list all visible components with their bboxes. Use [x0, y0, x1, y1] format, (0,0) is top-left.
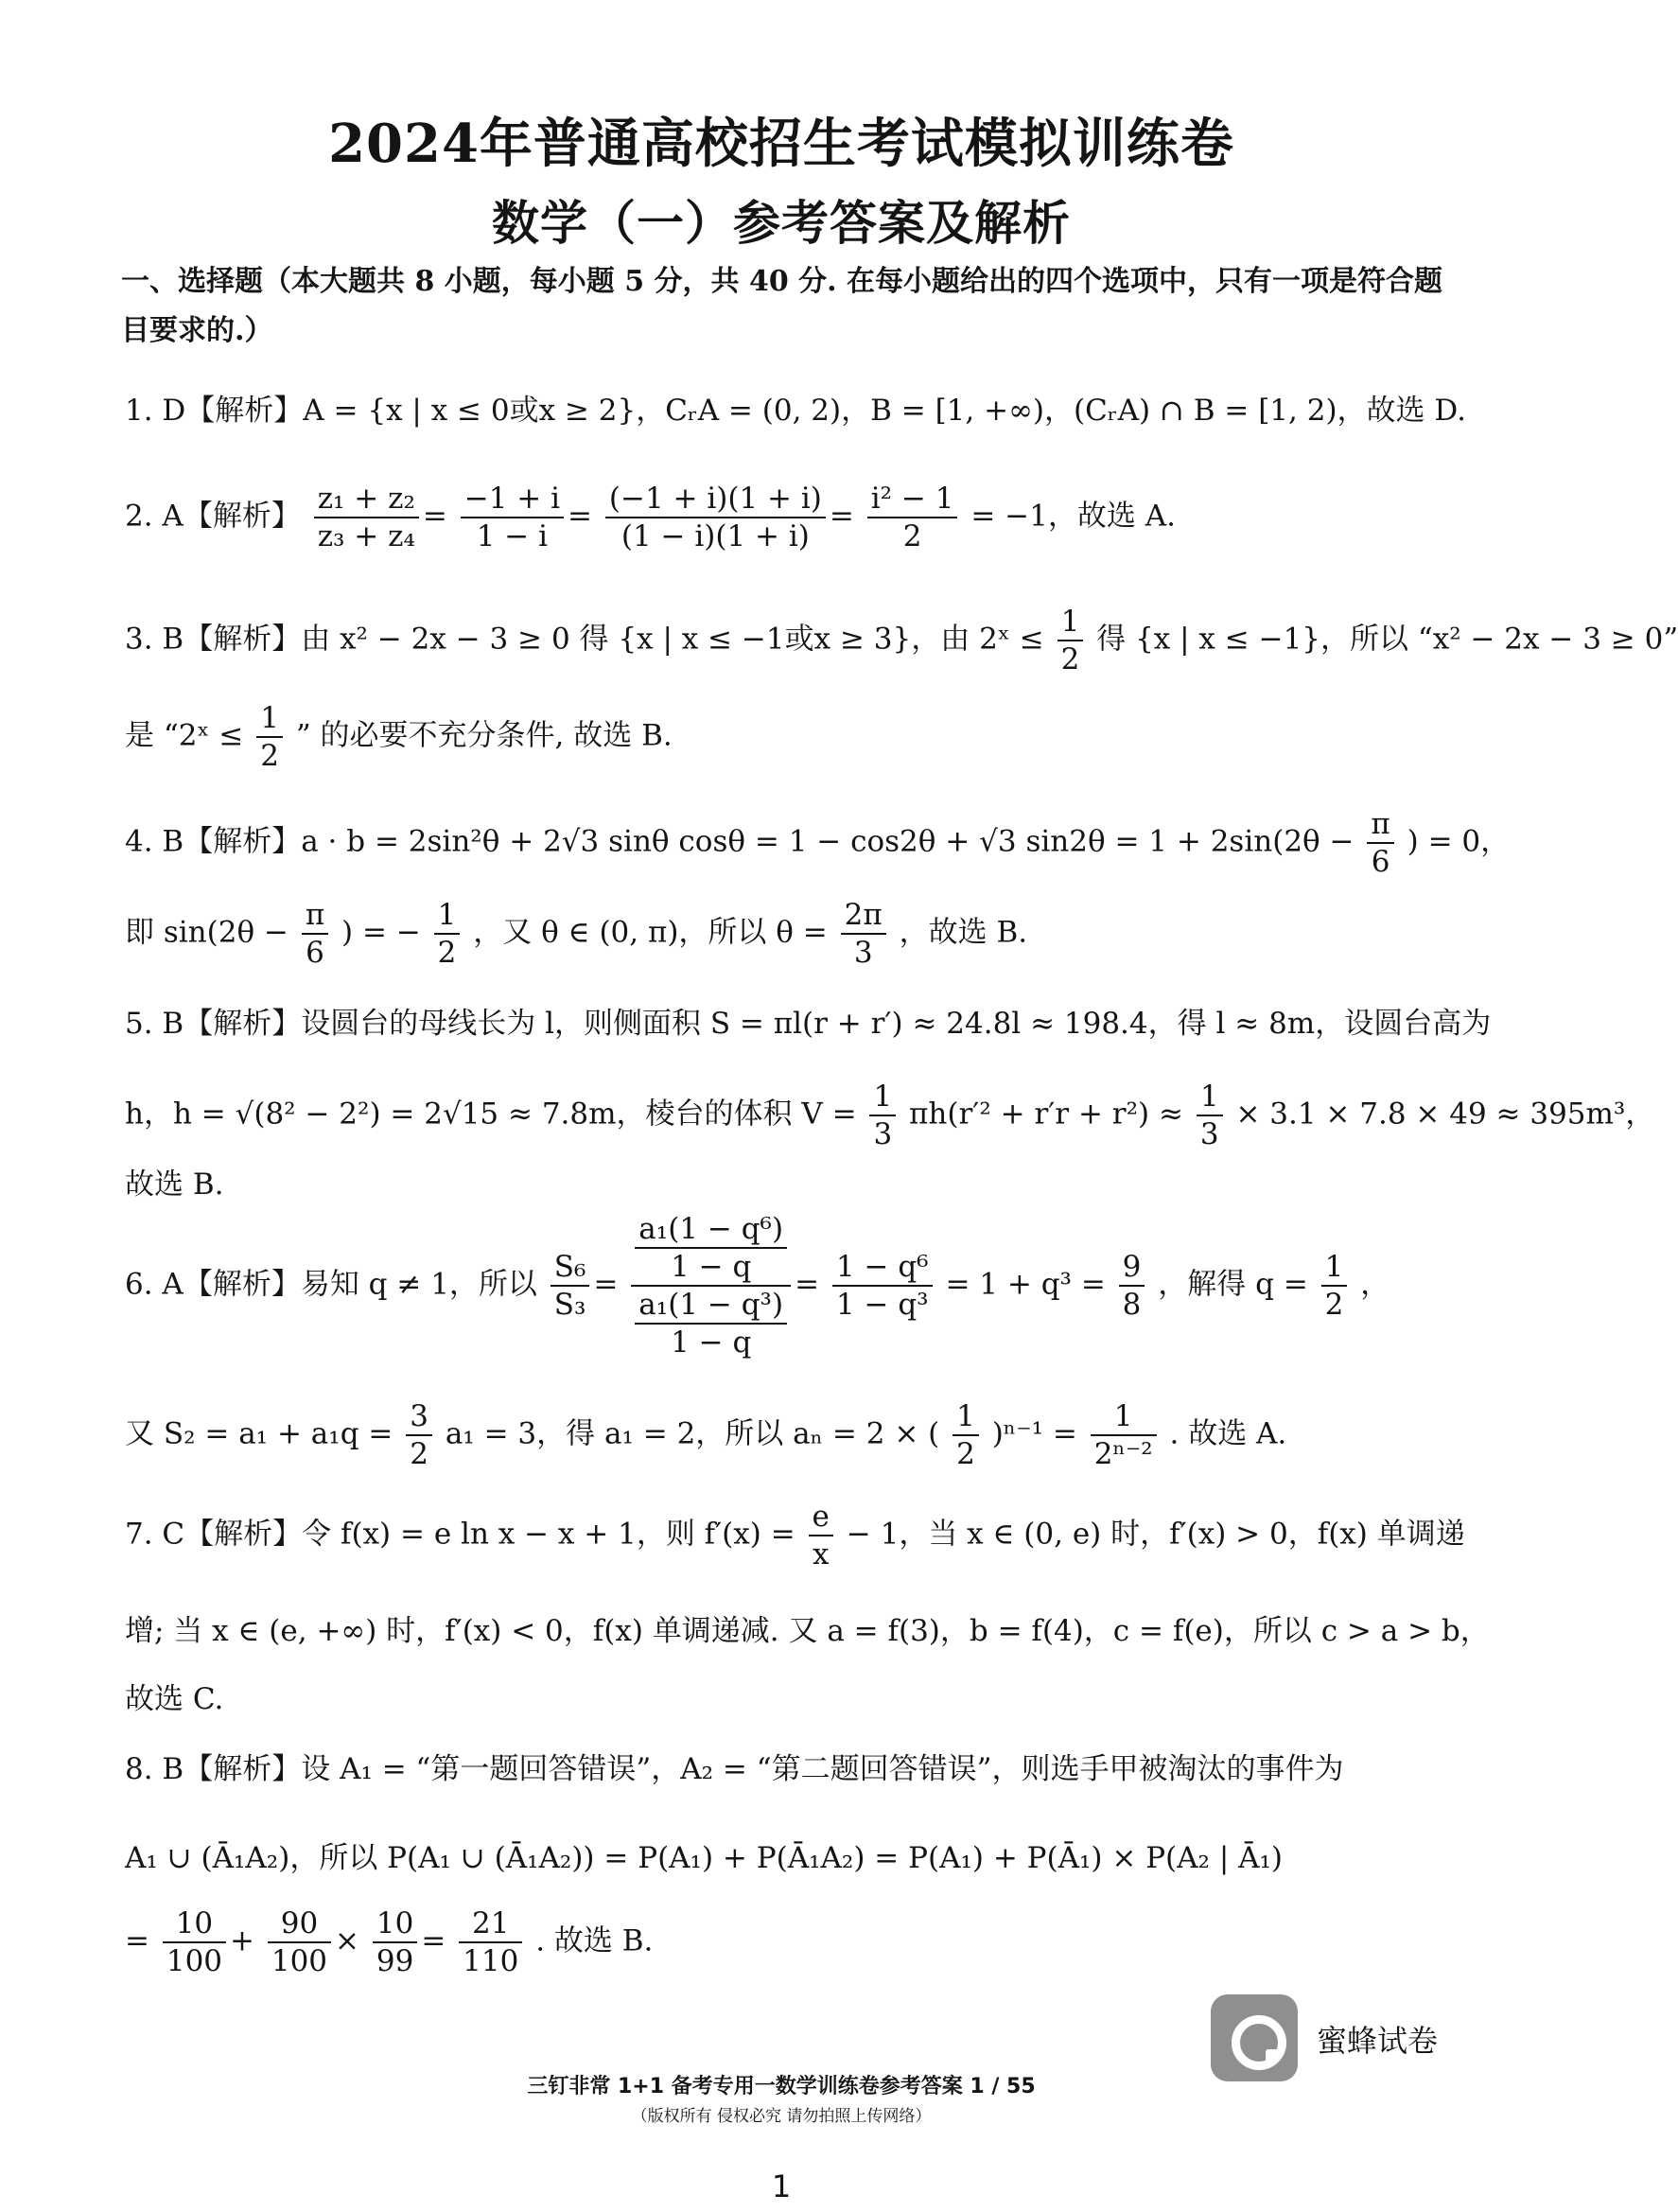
q2-tail: = −1，故选 A. — [970, 499, 1176, 534]
answer-q8-line1: 8. B【解析】设 A₁ = “第一题回答错误”，A₂ = “第二题回答错误”，则选手甲被淘汰的事件为 — [125, 1752, 1344, 1786]
answer-q5-line3: 故选 B. — [125, 1167, 224, 1202]
q6-an-result: $\frac{1}{\text{2ⁿ⁻²}}$ — [1091, 1398, 1157, 1472]
q6-ratio: $\frac{\text{1 − q⁶}}{\text{1 − q³}}$ — [832, 1249, 933, 1323]
answer-q3-line1: 3. B【解析】由 x² − 2x − 3 ≥ 0 得 {x | x ≤ −1或x ≥ 3}，由 2ˣ ≤ $\frac{1}{2}$ 得 {x | x ≤ −1}，所以 “x² − 2x − 3 ≥ 0” — [125, 605, 1678, 676]
q4-pi-six-2: $\frac{\pi}{6}$ — [302, 897, 328, 971]
q2-fraction-4: $\frac{\text{i² − 1}}{2}$ — [867, 481, 958, 554]
answer-q6-line2: 又 S₂ = a₁ + a₁q = $\frac{3}{2}$ a₁ = 3，得 a₁ = 2，所以 aₙ = 2 × ( $\frac{1}{2}$ )ⁿ⁻¹ = $\frac{1}{\text{2ⁿ⁻²}}$ . 故选 A. — [125, 1399, 1287, 1471]
answer-q2: 2. A【解析】 $\frac{\text{z₁ + z₂}}{\text{z₃ + z₄}}$ = $\frac{-1 + i}{1 - i}$ = $\frac{(-1 + i)(1 + i)}{(1 - i)(1 + i)}$ = $\frac{\text{i² − 1}}{2}$ = −1，故选 A. — [125, 482, 1176, 553]
watermark-text: 蜜蜂试卷 — [1317, 2023, 1439, 2059]
answer-q7-line3: 故选 C. — [125, 1682, 224, 1716]
page-number: 1 — [771, 2168, 792, 2204]
answer-q1: 1. D【解析】A = {x | x ≤ 0或x ≥ 2}，CᵣA = (0, 2)，B = [1, +∞)，(CᵣA) ∩ B = [1, 2)，故选 D. — [125, 394, 1466, 428]
q3-half-fraction-2: $\frac{1}{2}$ — [256, 700, 283, 774]
footer-copyright: （版权所有 侵权必究 请勿拍照上传网络） — [631, 2107, 932, 2126]
q4-answer-fraction: $\frac{2\pi}{3}$ — [841, 897, 886, 971]
q8-frac-result: $\frac{21}{110}$ — [459, 1905, 522, 1979]
q4-half: $\frac{1}{2}$ — [434, 897, 461, 971]
q6-compound-fraction: $\frac{\frac{\text{a₁(1 − q⁶)}}{1 - q}}{\frac{\text{a₁(1 − q³)}}{1 - q}}$ — [631, 1211, 791, 1361]
q8-frac-c: $\frac{10}{99}$ — [373, 1905, 417, 1979]
q5-third: $\frac{1}{3}$ — [869, 1079, 896, 1152]
footer-title: 三钉非常 1+1 备考专用一数学训练卷参考答案 1 / 55 — [527, 2075, 1036, 2098]
answer-q6-line1: 6. A【解析】易知 q ≠ 1，所以 $\frac{\text{S₆}}{\text{S₃}}$ = $\frac{\frac{\text{a₁(1 − q⁶)}}{1 - q}}{\frac{\text{a₁(1 − q³)}}{1 - q}}$ = $\frac{\text{1 − q⁶}}{\text{1 − q³}}$ = 1 + q³ = $\frac{9}{8}$ ，解得 q = $\frac{1}{2}$ ， — [125, 1212, 1390, 1360]
q4-pi-six: $\frac{\pi}{6}$ — [1367, 806, 1393, 880]
q3-half-fraction: $\frac{1}{2}$ — [1057, 604, 1084, 677]
q2-lead: 2. A【解析】 — [125, 499, 301, 534]
answer-q4-line2: 即 sin(2θ − $\frac{\pi}{6}$ ) = − $\frac{1}{2}$ ，又 θ ∈ (0, π)，所以 θ = $\frac{2\pi}{3}$ ，故选 B. — [125, 898, 1028, 970]
q8-frac-a: $\frac{10}{100}$ — [163, 1905, 226, 1979]
q6-q-value: $\frac{1}{2}$ — [1321, 1249, 1348, 1323]
q7-e-over-x: $\frac{e}{x}$ — [809, 1499, 833, 1572]
q8-frac-b: $\frac{90}{100}$ — [268, 1905, 331, 1979]
answer-q8-line2: A₁ ∪ (Ā₁A₂)，所以 P(A₁ ∪ (Ā₁A₂)) = P(A₁) + P(Ā₁A₂) = P(A₁) + P(Ā₁) × P(A₂ | Ā₁) — [125, 1841, 1284, 1875]
q6-nine-eighths: $\frac{9}{8}$ — [1119, 1249, 1145, 1323]
q6-half: $\frac{1}{2}$ — [953, 1398, 979, 1472]
q6-s-ratio: $\frac{\text{S₆}}{\text{S₃}}$ — [551, 1249, 590, 1323]
answer-q7-line1: 7. C【解析】令 f(x) = e ln x − x + 1，则 f′(x) = $\frac{e}{x}$ − 1，当 x ∈ (0, e) 时，f′(x) > 0，f(x) 单调递 — [125, 1500, 1465, 1571]
bee-exam-logo-icon — [1211, 1994, 1298, 2081]
q2-fraction-3: $\frac{(-1 + i)(1 + i)}{(1 - i)(1 + i)}$ — [605, 481, 826, 554]
page-title: 2024年普通高校招生考试模拟训练卷 — [328, 113, 1234, 175]
q6-three-halves: $\frac{3}{2}$ — [406, 1398, 432, 1472]
answer-q5-line1: 5. B【解析】设圆台的母线长为 l，则侧面积 S = πl(r + r′) ≈ 24.8l ≈ 198.4，得 l ≈ 8m，设圆台高为 — [125, 1007, 1492, 1041]
page-subtitle: 数学（一）参考答案及解析 — [492, 195, 1071, 251]
q2-fraction-1: $\frac{\text{z₁ + z₂}}{\text{z₃ + z₄}}$ — [314, 481, 419, 554]
q2-fraction-2: $\frac{-1 + i}{1 - i}$ — [461, 481, 564, 554]
answer-q5-line2: h，h = √(8² − 2²) = 2√15 ≈ 7.8m，棱台的体积 V = $\frac{1}{3}$ πh(r′² + r′r + r²) ≈ $\frac{1}{3}$ × 3.1 × 7.8 × 49 ≈ 395m³， — [125, 1080, 1655, 1151]
answer-q4-line1: 4. B【解析】a · b = 2sin²θ + 2√3 sinθ cosθ = 1 − cos2θ + √3 sin2θ = 1 + 2sin(2θ − $\frac{\pi}{6}$ ) = 0， — [125, 807, 1511, 879]
answer-q8-line3: = $\frac{10}{100}$ + $\frac{90}{100}$ × $\frac{10}{99}$ = $\frac{21}{110}$ . 故选 B. — [125, 1906, 654, 1978]
q5-third-2: $\frac{1}{3}$ — [1197, 1079, 1223, 1152]
answer-q7-line2: 增; 当 x ∈ (e, +∞) 时，f′(x) < 0，f(x) 单调递减. 又 a = f(3)，b = f(4)，c = f(e)，所以 c > a > b， — [125, 1614, 1490, 1648]
section-heading: 一、选择题（本大题共 8 小题，每小题 5 分，共 40 分. 在每小题给出的四个选项中，只有一项是符合题目要求的.） — [121, 265, 1443, 347]
answer-q3-line2: 是 “2ˣ ≤ $\frac{1}{2}$ ” 的必要不充分条件, 故选 B. — [125, 701, 673, 773]
